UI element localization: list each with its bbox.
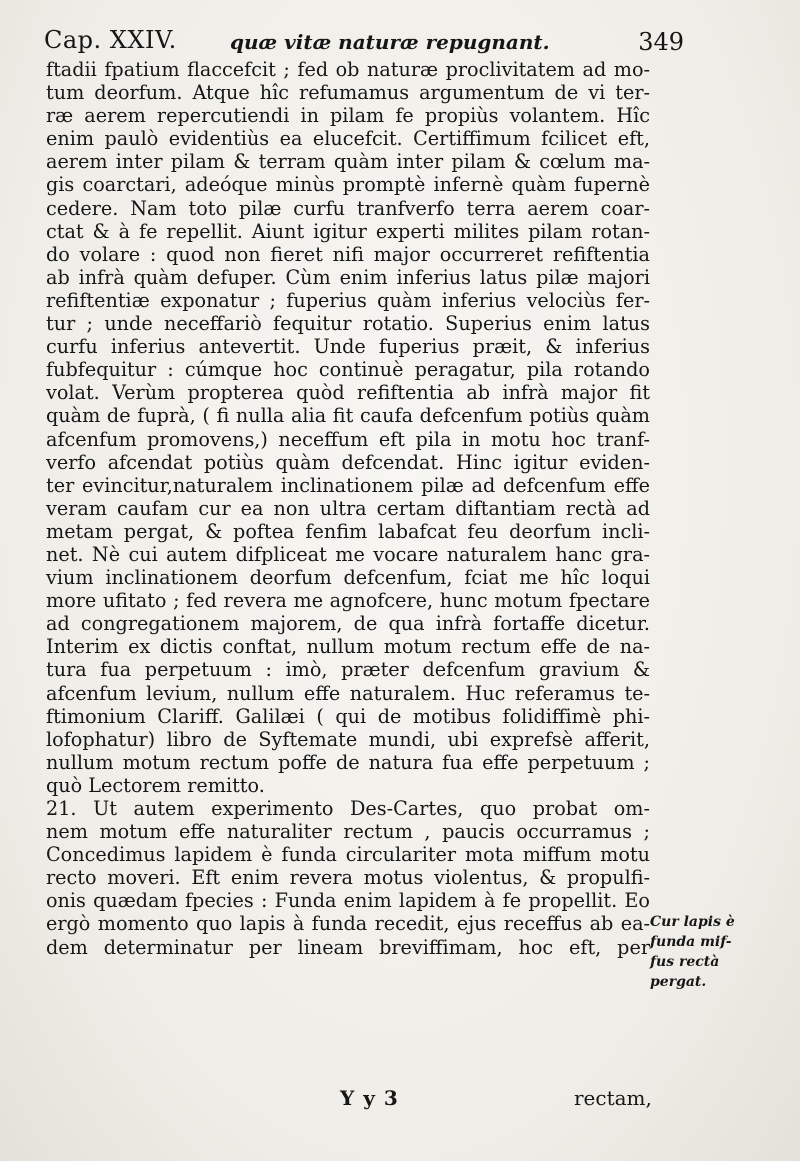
text-line: afcenfum promovens,) neceffum eft pila in motu hoc tranf- [46, 427, 650, 451]
text-line: net. Nè cui autem difpliceat me vocare naturalem hanc gra- [46, 542, 650, 566]
text-line: dem determinatur per lineam breviffimam, hoc eft, per [46, 935, 650, 959]
text-line: enim paulò evidentiùs ea elucefcit. Certiffimum fcilicet eft, [46, 127, 650, 151]
margin-note-line: funda mif- [650, 934, 732, 950]
text-line: ergò momento quo lapis à funda recedit, ejus receffus ab ea- [46, 912, 650, 936]
text-line: ftimonium Clariff. Galilæi ( qui de motibus folidiffimè phi- [46, 704, 650, 728]
margin-note-line: pergat. [650, 974, 707, 990]
text-line: 21. Ut autem experimento Des-Cartes, quo probat om- [46, 797, 650, 820]
text-line: onis quædam fpecies : Funda enim lapidem à fe propellit. Eo [46, 889, 650, 913]
signature-mark: Y y 3 [340, 1086, 399, 1110]
text-line: nullum motum rectum poffe de natura fua effe perpetuum ; [46, 750, 650, 774]
text-line: recto moveri. Eft enim revera motus violentus, & propulfi- [46, 866, 650, 890]
text-line: tum deorfum. Atque hîc refumamus argumentum de vi ter- [46, 81, 650, 105]
text-line: ctat & à fe repellit. Aiunt igitur experti milites pilam rotan- [46, 219, 650, 243]
text-line: gis coarctari, adeóque minùs promptè infernè quàm fupernè [46, 173, 650, 197]
text-line: afcenfum levium, nullum effe naturalem. Huc referamus te- [46, 681, 650, 705]
text-line: refiftentiæ exponatur ; fuperius quàm inferius velociùs fer- [46, 288, 650, 312]
catchword: rectam, [574, 1086, 652, 1110]
text-line: nem motum effe naturaliter rectum , paucis occurramus ; [46, 820, 650, 844]
text-line: fubfequitur : cúmque hoc continuè peragatur, pila rotando [46, 358, 650, 382]
text-line: verfo afcendat potiùs quàm defcendat. Hinc igitur eviden- [46, 450, 650, 474]
text-line: ter evincitur,naturalem inclinationem pilæ ad defcenfum effe [46, 473, 650, 497]
text-line: more ufitato ; fed revera me agnofcere, hunc motum fpectare [46, 589, 650, 613]
text-line: quò Lectorem remitto. [46, 773, 265, 797]
text-line: ftadii fpatium flaccefcit ; fed ob naturæ proclivitatem ad mo- [46, 58, 650, 81]
margin-note-line: fus rectà [650, 954, 720, 970]
running-header [44, 22, 684, 58]
text-line: ad congregationem majorem, de qua infrà fortaffe dicetur. [46, 612, 650, 636]
text-line: ræ aerem repercutiendi in pilam fe propiùs volantem. Hîc [46, 104, 650, 128]
main-text-block [46, 58, 650, 959]
text-line: vium inclinationem deorfum defcenfum, fciat me hîc loqui [46, 566, 650, 590]
text-line: cedere. Nam toto pilæ curfu tranfverfo terra aerem coar- [46, 196, 650, 220]
text-line: veram caufam cur ea non ultra certam diftantiam rectà ad [46, 496, 650, 520]
text-line: do volare : quod non fieret nifi major occurreret refiftentia [46, 242, 650, 266]
chapter-heading: Cap. XXIV. [44, 26, 177, 54]
text-line: tura fua perpetuum : imò, præter defcenfum gravium & [46, 658, 650, 682]
text-line: volat. Verùm propterea quòd refiftentia ab infrà major fit [46, 381, 650, 405]
running-title: quæ vitæ naturæ repugnant. [230, 30, 550, 54]
text-line: quàm de fuprà, ( fi nulla alia fit caufa defcenfum potiùs quàm [46, 404, 650, 428]
page-number: 349 [638, 28, 684, 56]
margin-note-line: Cur lapis è [650, 914, 735, 930]
text-line: metam pergat, & poftea fenfim labafcat feu deorfum incli- [46, 519, 650, 543]
margin-note [650, 912, 746, 992]
text-line: ab infrà quàm defuper. Cùm enim inferius latus pilæ majori [46, 265, 650, 289]
text-line: aerem inter pilam & terram quàm inter pilam & cœlum ma- [46, 150, 650, 174]
text-line: Interim ex dictis conftat, nullum motum rectum effe de na- [46, 635, 650, 659]
text-line: Concedimus lapidem è funda circulariter mota miffum motu [46, 843, 650, 867]
text-line: tur ; unde neceffariò fequitur rotatio. Superius enim latus [46, 312, 650, 336]
text-line: curfu inferius antevertit. Unde fuperius præit, & inferius [46, 335, 650, 359]
text-line: lofophatur) libro de Syftemate mundi, ubi exprefsè afferit, [46, 727, 650, 751]
